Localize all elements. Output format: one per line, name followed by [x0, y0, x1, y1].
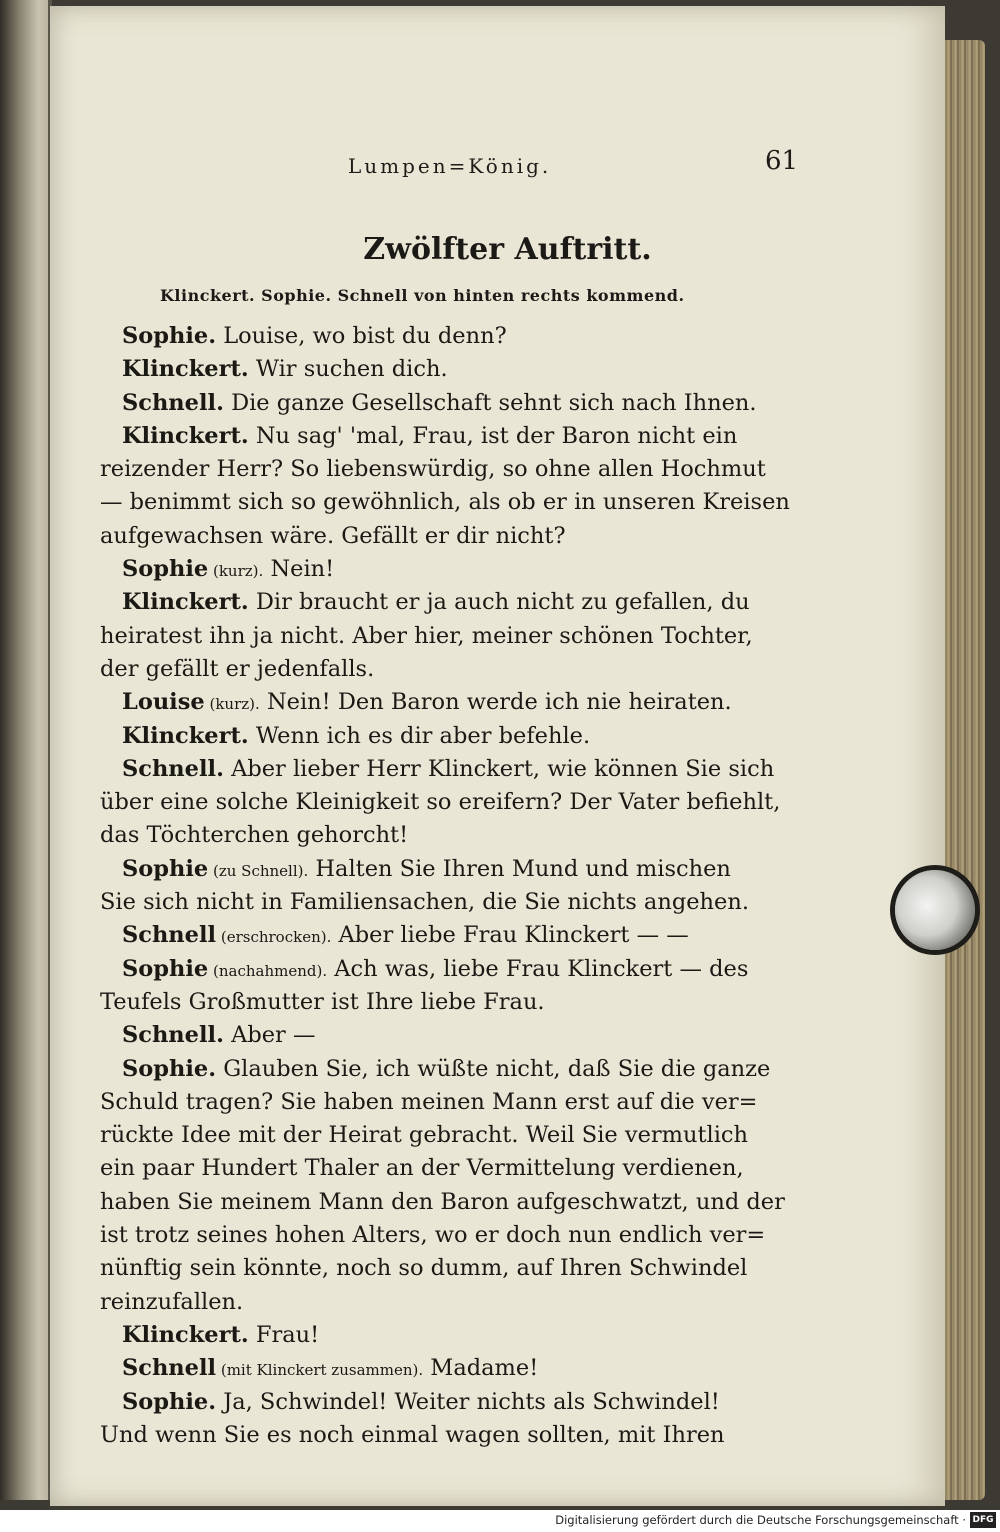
text-line	[100, 986, 830, 1019]
text-line	[100, 453, 830, 486]
text-line	[100, 886, 830, 919]
previous-page-edge	[0, 0, 52, 1500]
line-text: Aber lieber Herr Klinckert, wie können Sie sich	[223, 755, 775, 782]
speaker-name: Sophie.	[122, 1055, 217, 1082]
text-line	[100, 486, 830, 519]
text-line	[100, 819, 830, 852]
text-line	[100, 320, 830, 353]
footer-bar	[0, 1510, 1000, 1532]
line-text: Wir suchen dich.	[248, 356, 448, 383]
text-line	[100, 653, 830, 686]
line-text: Schuld tragen? Sie haben meinen Mann erst auf die ver=	[100, 1088, 758, 1115]
text-line	[100, 1152, 830, 1185]
line-text: — benimmt sich so gewöhnlich, als ob er in unseren Kreisen	[100, 489, 790, 516]
text-line	[100, 753, 830, 786]
line-text: Frau!	[248, 1321, 320, 1348]
dfg-logo: DFG	[970, 1512, 996, 1528]
book-page	[50, 6, 945, 1506]
speaker-name: Klinckert.	[122, 356, 249, 383]
text-line	[100, 786, 830, 819]
speaker-name: Sophie.	[122, 1388, 217, 1415]
text-line	[100, 420, 830, 453]
text-line	[100, 919, 830, 952]
speaker-name: Sophie	[122, 855, 209, 882]
scene-title: Zwölfter Auftritt.	[363, 232, 652, 267]
line-text: ein paar Hundert Thaler an der Vermittelung verdienen,	[100, 1155, 744, 1182]
text-line	[100, 1186, 830, 1219]
text-line	[100, 620, 830, 653]
line-text: Nu sag' 'mal, Frau, ist der Baron nicht ein	[248, 422, 738, 449]
line-text: Dir braucht er ja auch nicht zu gefallen, du	[248, 589, 750, 616]
speaker-name: Sophie	[122, 556, 209, 583]
text-line	[100, 1252, 830, 1285]
line-text: der gefällt er jedenfalls.	[100, 655, 375, 682]
text-line	[100, 1019, 830, 1052]
line-text: rückte Idee mit der Heirat gebracht. Weil Sie vermutlich	[100, 1122, 749, 1149]
speaker-name: Sophie.	[122, 323, 217, 349]
line-text: Teufels Großmutter ist Ihre liebe Frau.	[100, 988, 545, 1015]
line-text: haben Sie meinem Mann den Baron aufgeschwatzt, und der	[100, 1188, 785, 1215]
stage-note: (nachahmend).	[208, 961, 328, 980]
text-line	[100, 1319, 830, 1352]
text-line	[100, 1086, 830, 1119]
dialogue-text	[100, 320, 830, 1452]
line-text: aufgewachsen wäre. Gefällt er dir nicht?	[100, 522, 566, 549]
line-text: reinzufallen.	[100, 1288, 244, 1315]
running-title: Lumpen=König.	[348, 154, 552, 178]
line-text: Madame!	[423, 1355, 539, 1382]
speaker-name: Louise	[122, 689, 205, 716]
line-text: über eine solche Kleinigkeit so ereifern? Der Vater befiehlt,	[100, 789, 781, 816]
line-text: Nein!	[263, 556, 335, 583]
line-text: Ja, Schwindel! Weiter nichts als Schwindel!	[216, 1388, 720, 1415]
speaker-name: Klinckert.	[122, 1321, 249, 1348]
text-line	[100, 1119, 830, 1152]
page-header	[50, 146, 945, 178]
text-line	[100, 387, 830, 420]
line-text: Wenn ich es dir aber befehle.	[248, 722, 591, 749]
line-text: Halten Sie Ihren Mund und mischen	[308, 855, 731, 882]
speaker-name: Klinckert.	[122, 722, 249, 749]
line-text: ist trotz seines hohen Alters, wo er doch nun endlich ver=	[100, 1222, 766, 1249]
text-line	[100, 1053, 830, 1086]
speaker-name: Sophie	[122, 955, 209, 982]
funding-credit: Digitalisierung gefördert durch die Deutsche Forschungsgemeinschaft ·	[555, 1513, 966, 1527]
speaker-name: Klinckert.	[122, 422, 249, 449]
line-text: Glauben Sie, ich wüßte nicht, daß Sie die ganze	[216, 1055, 771, 1082]
text-line	[100, 1286, 830, 1319]
speaker-name: Schnell.	[122, 389, 224, 416]
text-line	[100, 1352, 830, 1385]
speaker-name: Schnell.	[122, 1022, 224, 1049]
line-text: reizender Herr? So liebenswürdig, so ohne allen Hochmut	[100, 456, 766, 483]
text-line	[100, 1419, 830, 1452]
text-line	[100, 720, 830, 753]
line-text: Sie sich nicht in Familiensachen, die Sie nichts angehen.	[100, 889, 750, 916]
line-text: nünftig sein könnte, noch so dumm, auf Ihren Schwindel	[100, 1255, 748, 1282]
stage-note: (zu Schnell).	[208, 861, 309, 880]
text-line	[100, 353, 830, 386]
speaker-name: Schnell.	[122, 755, 224, 782]
line-text: das Töchterchen gehorcht!	[100, 822, 409, 849]
line-text: Ach was, liebe Frau Klinckert — des	[327, 955, 749, 982]
line-text: Aber —	[223, 1022, 316, 1049]
speaker-name: Klinckert.	[122, 589, 249, 616]
text-line	[100, 1219, 830, 1252]
text-line	[100, 686, 830, 719]
text-line	[100, 586, 830, 619]
line-text: Aber liebe Frau Klinckert — —	[331, 922, 689, 949]
stage-note: (kurz).	[208, 562, 264, 581]
speaker-name: Schnell	[122, 1355, 217, 1382]
stage-note: (kurz).	[204, 695, 260, 714]
line-text: heiratest ihn ja nicht. Aber hier, meiner schönen Tochter,	[100, 622, 753, 649]
text-line	[100, 853, 830, 886]
text-line	[100, 953, 830, 986]
text-line	[100, 553, 830, 586]
line-text: Nein! Den Baron werde ich nie heiraten.	[259, 689, 732, 716]
text-line	[100, 1386, 830, 1419]
line-text: Und wenn Sie es noch einmal wagen sollten, mit Ihren	[100, 1421, 725, 1448]
stage-direction: Klinckert. Sophie. Schnell von hinten rechts kommend.	[160, 286, 685, 305]
stage-note: (mit Klinckert zusammen).	[216, 1361, 424, 1380]
speaker-name: Schnell	[122, 922, 217, 949]
line-text: Die ganze Gesellschaft sehnt sich nach Ihnen.	[223, 389, 757, 416]
text-line	[100, 520, 830, 553]
page-number: 61	[765, 146, 799, 176]
stage-note: (erschrocken).	[216, 928, 332, 947]
glass-page-weight	[895, 870, 975, 950]
line-text: Louise, wo bist du denn?	[216, 323, 507, 349]
